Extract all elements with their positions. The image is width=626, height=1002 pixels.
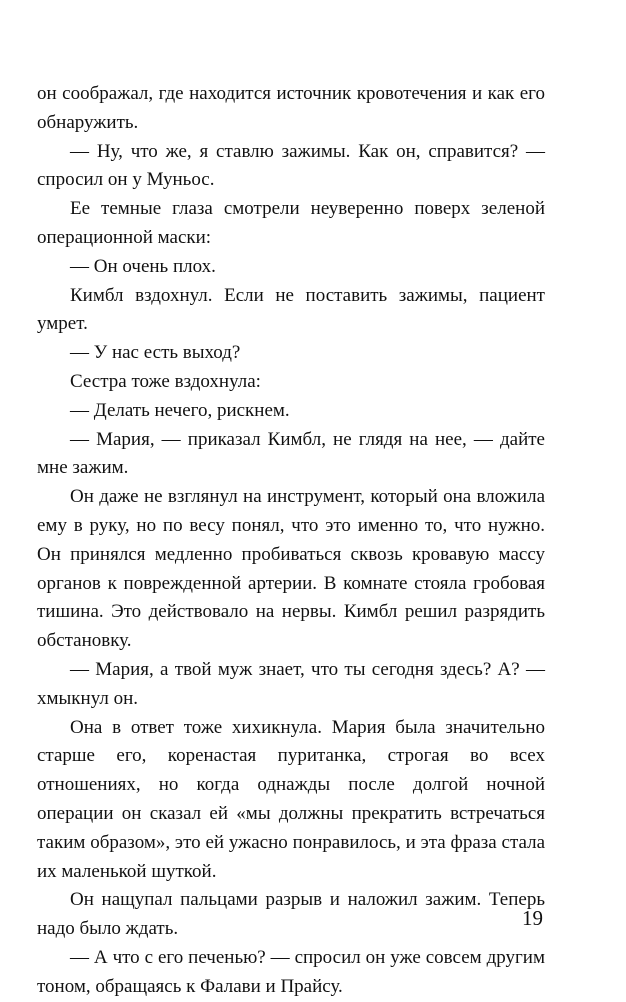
body-text bbox=[37, 80, 545, 1002]
paragraph: Он нащупал пальцами разрыв и наложил зажим. Теперь надо было ждать. bbox=[37, 889, 545, 940]
paragraph: Она в ответ тоже хихикнула. Мария была значительно старше его, коренастая пуританка, строгая во всех отношениях, но когда однажды после долгой ночной операции он сказал ей «мы должны прекратить встречаться таким образом», это ей ужасно понравилось, и эта фраза стала их маленькой шуткой. bbox=[37, 716, 545, 882]
paragraph: Сестра тоже вздохнула: bbox=[70, 370, 261, 392]
paragraph: он соображал, где находится источник кровотечения и как его обнаружить. bbox=[37, 83, 545, 133]
paragraph: — Мария, а твой муж знает, что ты сегодня здесь? А? — хмыкнул он. bbox=[37, 658, 545, 709]
paragraph: Он даже не взглянул на инструмент, который она вложила ему в руку, но по весу понял, что это именно то, что нужно. Он принялся медленно пробиваться сквозь кровавую массу органов к поврежденной артерии. В комнате стояла гробовая тишина. Это действовало на нервы. Кимбл решил разрядить обстановку. bbox=[37, 486, 545, 652]
page-number: 19 bbox=[522, 906, 543, 930]
paragraph: — Мария, — приказал Кимбл, не глядя на нее, — дайте мне зажим. bbox=[37, 428, 545, 479]
paragraph: — Он очень плох. bbox=[70, 255, 216, 277]
paragraph: — Ну, что же, я ставлю зажимы. Как он, справится? — спросил он у Муньос. bbox=[37, 140, 545, 191]
paragraph: Кимбл вздохнул. Если не поставить зажимы, пациент умрет. bbox=[37, 284, 545, 335]
paragraph: — А что с его печенью? — спросил он уже совсем другим тоном, обращаясь к Фалави и Прайсу. bbox=[37, 946, 545, 997]
paragraph: — У нас есть выход? bbox=[70, 342, 241, 364]
paragraph: Ее темные глаза смотрели неуверенно поверх зеленой операционной маски: bbox=[37, 198, 545, 248]
paragraph: — Делать нечего, рискнем. bbox=[70, 399, 290, 421]
